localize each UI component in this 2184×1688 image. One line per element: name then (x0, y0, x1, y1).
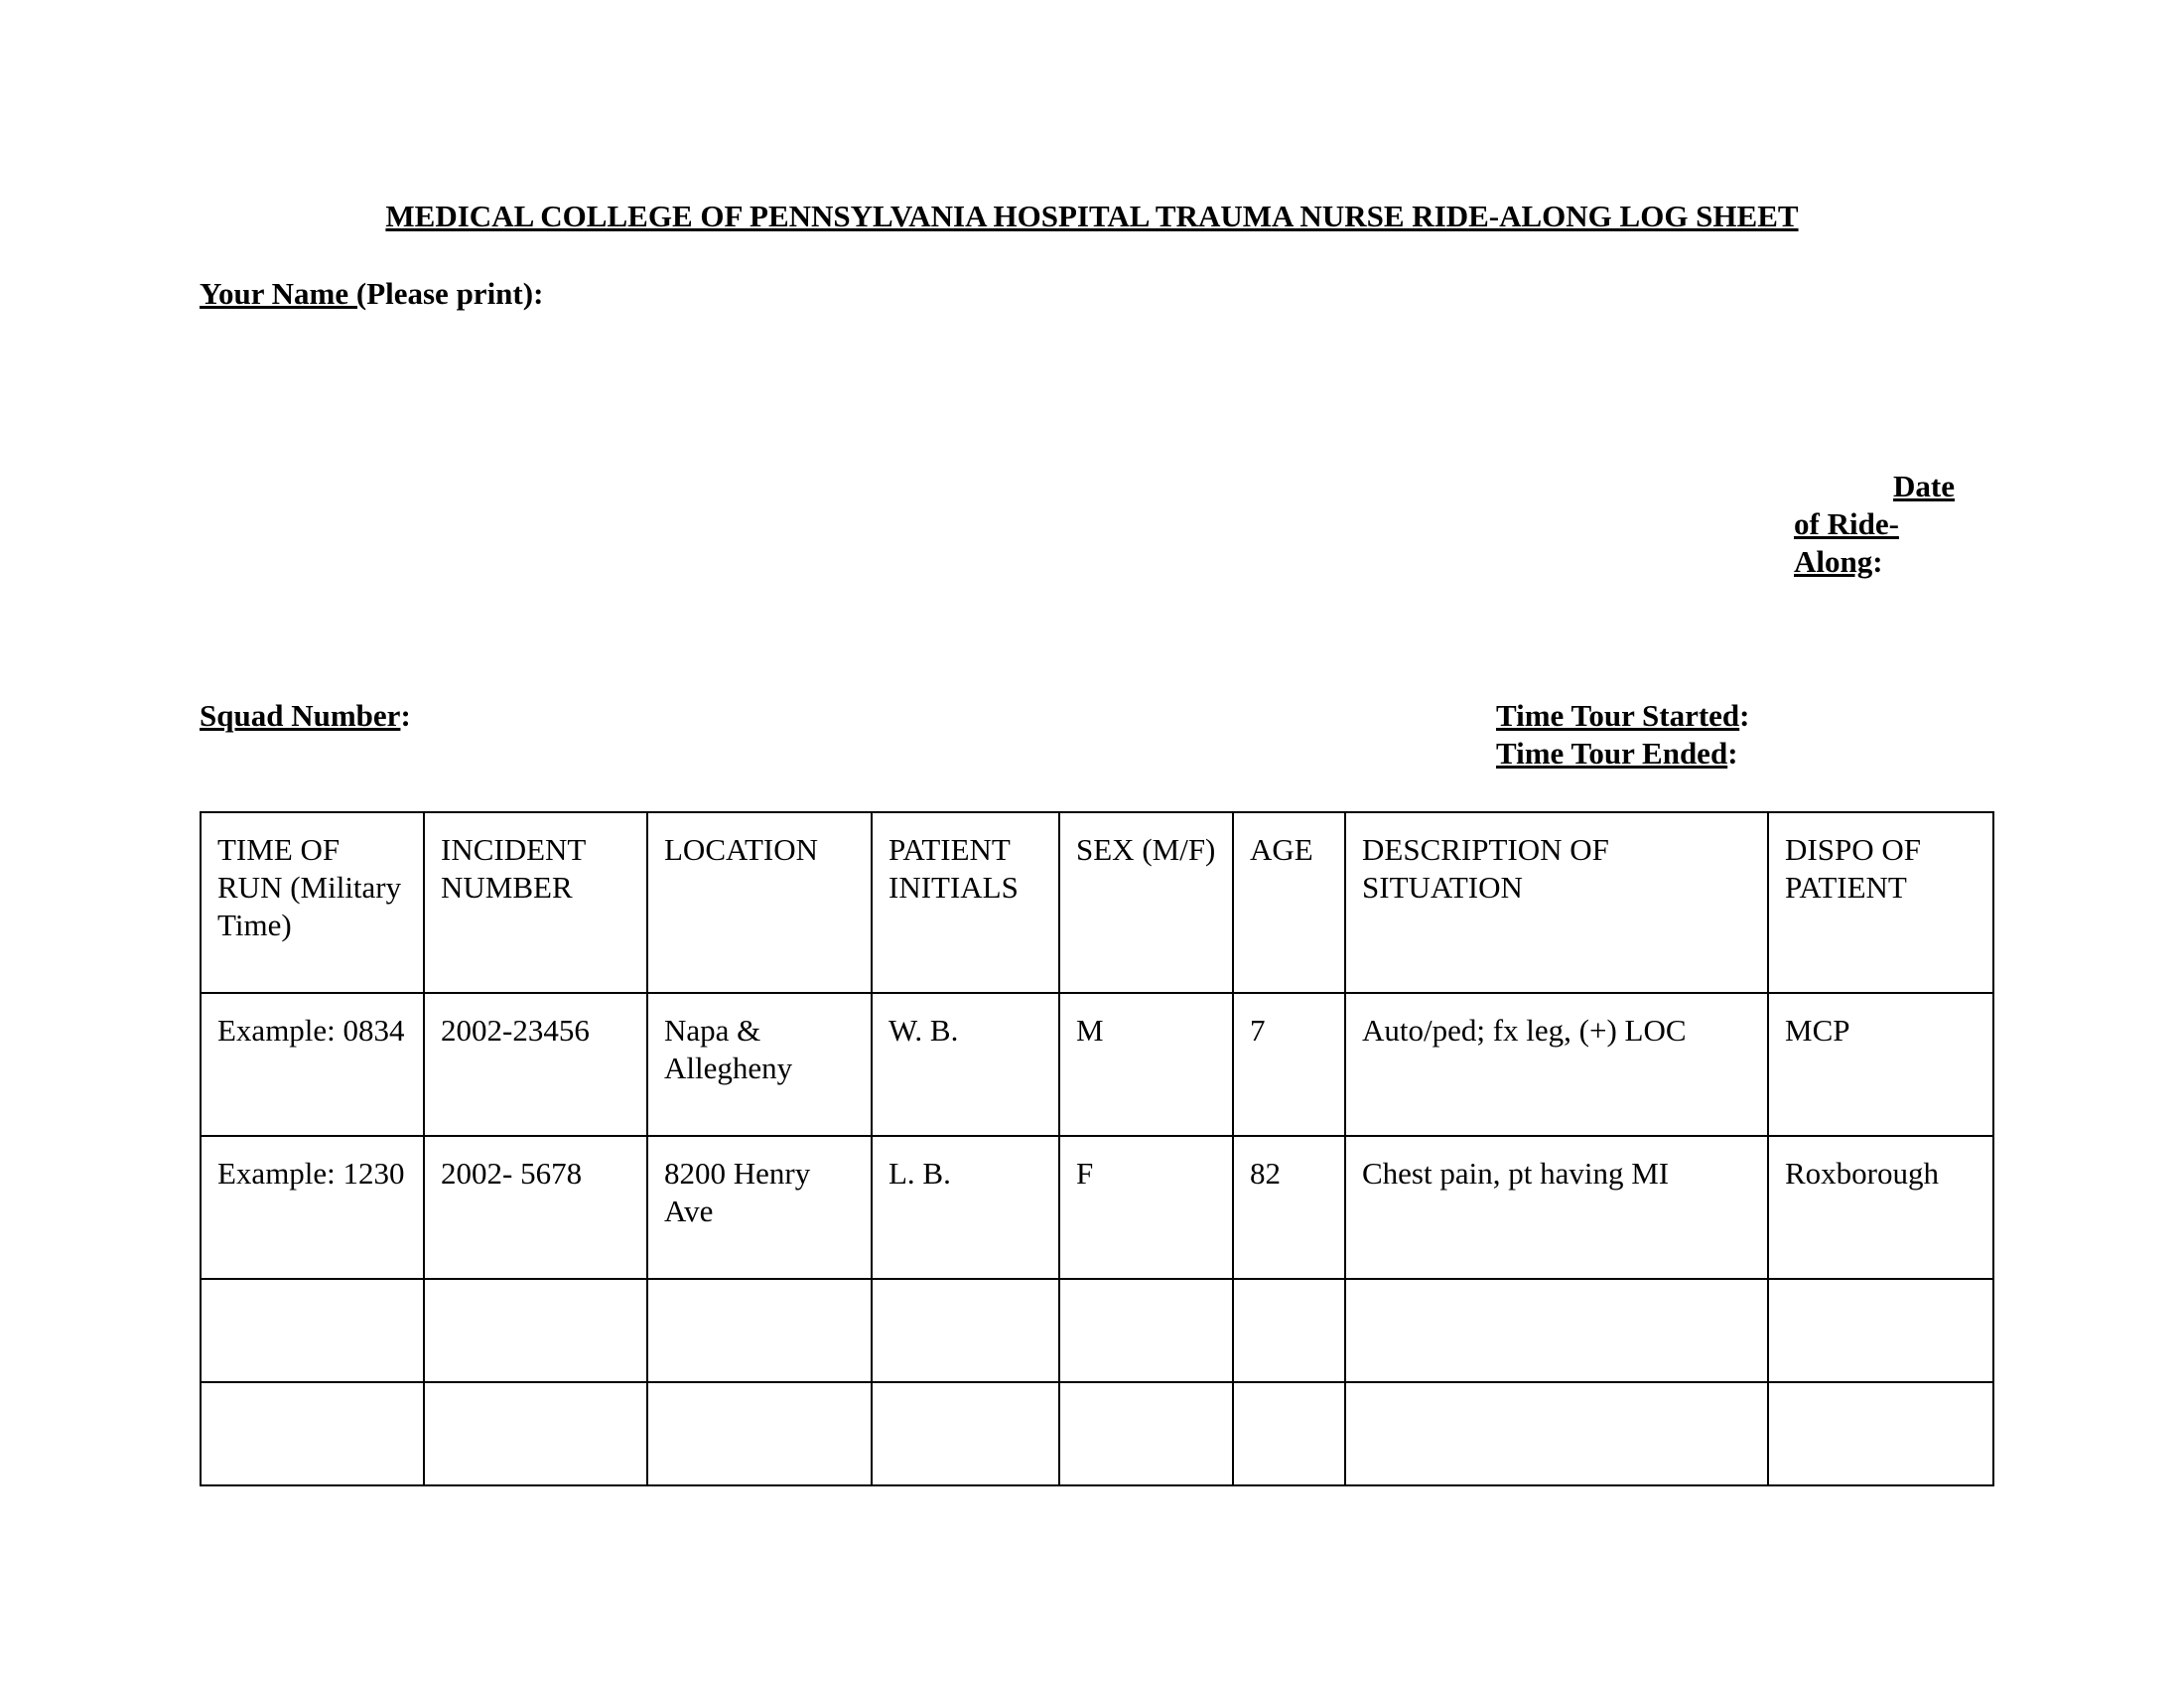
time-tour-ended-label: Time Tour Ended: (1496, 736, 1738, 771)
header-description: DESCRIPTION OF SITUATION (1345, 812, 1768, 993)
squad-number-label: Squad Number: (200, 698, 411, 733)
table-cell: Napa & Allegheny (647, 993, 872, 1136)
blank-cell (1059, 1279, 1233, 1382)
blank-cell (647, 1279, 872, 1382)
table-cell: Example: 0834 (201, 993, 424, 1136)
table-cell: 8200 Henry Ave (647, 1136, 872, 1279)
blank-entry-row (201, 1279, 1993, 1382)
table-cell: Auto/ped; fx leg, (+) LOC (1345, 993, 1768, 1136)
table-cell: W. B. (872, 993, 1059, 1136)
table-cell: 2002-23456 (424, 993, 647, 1136)
header-incident-number: INCIDENT NUMBER (424, 812, 647, 993)
table-header-row (201, 812, 1993, 993)
header-sex: SEX (M/F) (1059, 812, 1233, 993)
blank-cell (1345, 1279, 1768, 1382)
header-age: AGE (1233, 812, 1345, 993)
table-row (201, 1136, 1993, 1279)
blank-entry-row (201, 1382, 1993, 1485)
table-cell: 2002- 5678 (424, 1136, 647, 1279)
blank-cell (201, 1279, 424, 1382)
blank-cell (647, 1382, 872, 1485)
time-tour-started-label: Time Tour Started: (1496, 698, 1750, 733)
date-of-ride-along-label: Date of Ride- Along: (1794, 469, 1955, 579)
blank-cell (872, 1382, 1059, 1485)
name-field-label: Your Name (Please print): (200, 276, 544, 311)
blank-cell (1768, 1279, 1993, 1382)
table-cell: MCP (1768, 993, 1993, 1136)
blank-cell (424, 1279, 647, 1382)
header-patient-initials: PATIENT INITIALS (872, 812, 1059, 993)
table-cell: Roxborough (1768, 1136, 1993, 1279)
header-time-of-run: TIME OF RUN (Military Time) (201, 812, 424, 993)
blank-cell (201, 1382, 424, 1485)
table-cell: Chest pain, pt having MI (1345, 1136, 1768, 1279)
blank-cell (1768, 1382, 1993, 1485)
table-cell: 82 (1233, 1136, 1345, 1279)
blank-cell (424, 1382, 647, 1485)
ride-along-log-table (200, 811, 1994, 1486)
table-cell: 7 (1233, 993, 1345, 1136)
blank-cell (1059, 1382, 1233, 1485)
blank-cell (1345, 1382, 1768, 1485)
header-location: LOCATION (647, 812, 872, 993)
tour-times-labels (1496, 697, 1750, 773)
page-title: MEDICAL COLLEGE OF PENNSYLVANIA HOSPITAL TRAUMA NURSE RIDE-ALONG LOG SHEET (385, 199, 1799, 233)
header-dispo: DISPO OF PATIENT (1768, 812, 1993, 993)
blank-cell (872, 1279, 1059, 1382)
blank-cell (1233, 1382, 1345, 1485)
blank-cell (1233, 1279, 1345, 1382)
table-cell: F (1059, 1136, 1233, 1279)
table-cell: M (1059, 993, 1233, 1136)
table-row (201, 993, 1993, 1136)
table-cell: L. B. (872, 1136, 1059, 1279)
table-cell: Example: 1230 (201, 1136, 424, 1279)
